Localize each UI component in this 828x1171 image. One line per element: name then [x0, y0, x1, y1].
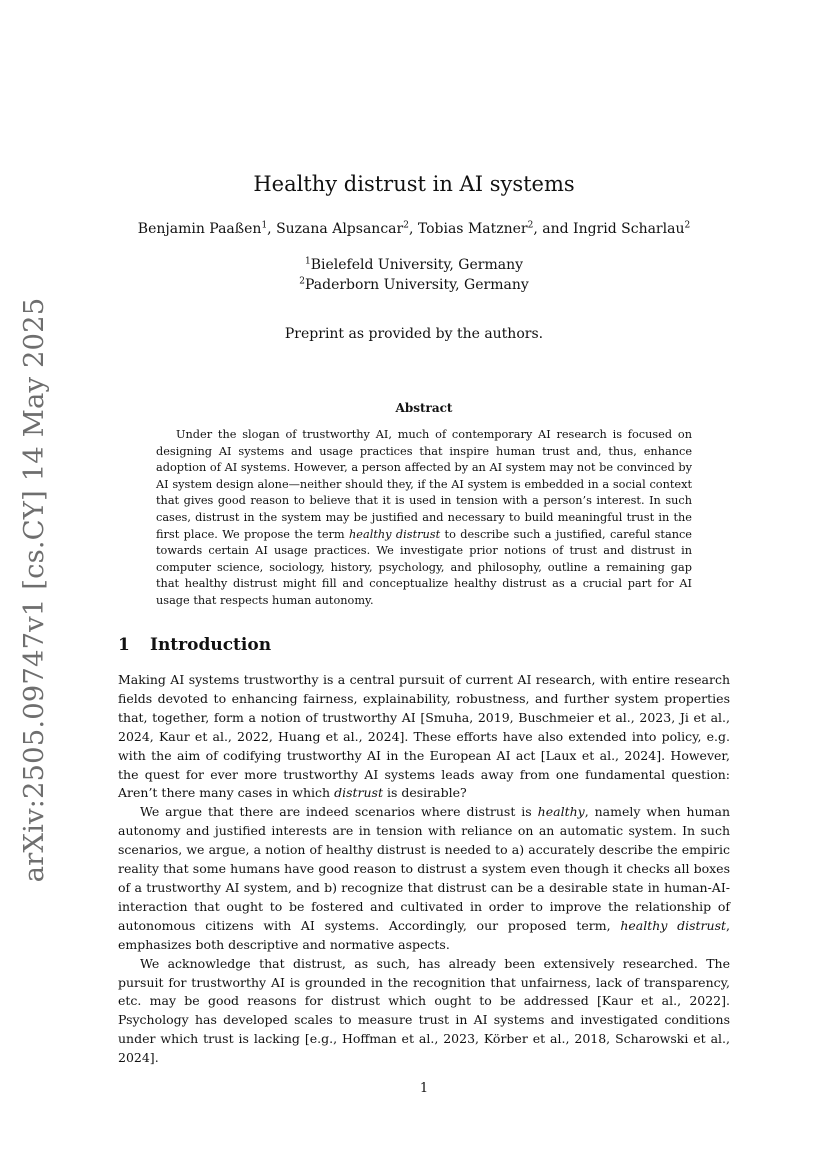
- affiliation-text: Paderborn University, Germany: [304, 277, 529, 293]
- author-name: Suzana Alpsancar: [276, 221, 404, 237]
- body-paragraph: We acknowledge that distrust, as such, has already been extensively researched. The pursuit for trustworthy AI is grounded in the recognition that unfairness, lack of transparency, etc. may be good reasons for distrust which ought to be addressed [Kaur et al., 2022]. Psychology has developed scales to measure trust in AI systems and investigated conditions under which trust is lacking [e.g., Hoffman et al., 2023, Körber et al., 2018, Scharowski et al., 2024].: [118, 955, 730, 1066]
- abstract-emphasis: healthy distrust: [349, 527, 441, 541]
- author-affiliation-mark: 1: [261, 220, 268, 231]
- affiliation-text: Bielefeld University, Germany: [310, 257, 524, 273]
- body-text: [118, 671, 730, 1068]
- abstract-text: Under the slogan of trustworthy AI, much of contemporary AI research is focused on designing AI systems and usage practices that inspire human trust and, thus, enhance adoption of AI systems. However, a person affected by an AI system may not be convinced by AI system design alone—neither should they, if the AI system is embedded in a social context that gives good reason to believe that it is used in tension with a person’s interest. In such cases, distrust in the system may be justified and necessary to build meaningful trust in the first place. We propose the term: [156, 428, 692, 541]
- body-text-span: , emphasizes both descriptive and normative aspects.: [118, 917, 730, 952]
- affiliation: [0, 257, 828, 273]
- affiliation: [0, 277, 828, 293]
- abstract-heading: Abstract: [395, 401, 453, 415]
- page-number: 1: [419, 1081, 429, 1096]
- author-name: Tobias Matzner: [417, 221, 528, 237]
- author-separator: ,: [408, 221, 418, 237]
- abstract-body: [156, 427, 692, 610]
- author-list: [0, 221, 828, 237]
- body-paragraph: [118, 671, 730, 803]
- author-affiliation-mark: 2: [403, 220, 409, 231]
- paper-title: Healthy distrust in AI systems: [253, 172, 575, 196]
- author-separator: ,: [267, 221, 277, 237]
- body-emphasis: healthy: [537, 804, 585, 820]
- body-emphasis: healthy distrust: [620, 917, 727, 933]
- abstract-paragraph: [156, 427, 692, 610]
- affiliation-mark: 2: [299, 276, 305, 287]
- arxiv-sidebar: [14, 297, 54, 883]
- author-name: Benjamin Paaßen: [137, 221, 262, 237]
- arxiv-identifier: arXiv:2505.09747v1 [cs.CY] 14 May 2025: [18, 297, 50, 883]
- preprint-note: Preprint as provided by the authors.: [284, 326, 544, 342]
- author-name: Ingrid Scharlau: [573, 221, 685, 237]
- body-text-span: Making AI systems trustworthy is a central pursuit of current AI research, with entire research fields devoted to enhancing fairness, explainability, robustness, and further system properties that, together, form a notion of trustworthy AI [Smuha, 2019, Buschmeier et al., 2023, Ji et al., 2024, Kaur et al., 2022, Huang et al., 2024]. These efforts have also extended into policy, e.g. with the aim of codifying trustworthy AI in the European AI act [Laux et al., 2024]. However, the quest for ever more trustworthy AI systems leads away from one fundamental question: Aren’t there many cases in which: [118, 672, 730, 801]
- body-text-span: , namely when human autonomy and justified interests are in tension with reliance on an automatic system. In such scenarios, we argue, a notion of healthy distrust is needed to a) accurately describe the empiric reality that some humans have good reason to distrust a system even though it checks all boxes of a trustworthy AI system, and b) recognize that distrust can be a desirable state in human-AI-interaction that ought to be fostered and cultivated in order to improve the relationship of autonomous citizens with AI systems. Accordingly, our proposed term,: [118, 804, 730, 933]
- section-number: 1: [118, 635, 130, 655]
- body-text-span: is desirable?: [382, 785, 467, 801]
- section-heading: [118, 635, 271, 655]
- author-affiliation-mark: 2: [527, 220, 534, 231]
- affiliation-mark: 1: [304, 256, 311, 267]
- body-paragraph: [118, 803, 730, 954]
- section-title: Introduction: [150, 635, 272, 655]
- body-emphasis: distrust: [334, 785, 383, 801]
- abstract-text: to describe such a justified, careful stance towards certain AI usage practices. We investigate prior notions of trust and distrust in computer science, sociology, history, psychology, and philosophy, outline a remaining gap that healthy distrust might fill and conceptualize healthy distrust as a crucial part for AI usage that respects human autonomy.: [156, 527, 692, 607]
- body-text-span: We argue that there are indeed scenarios where distrust is: [140, 804, 538, 820]
- author-affiliation-mark: 2: [684, 220, 691, 231]
- author-separator: , and: [533, 221, 574, 237]
